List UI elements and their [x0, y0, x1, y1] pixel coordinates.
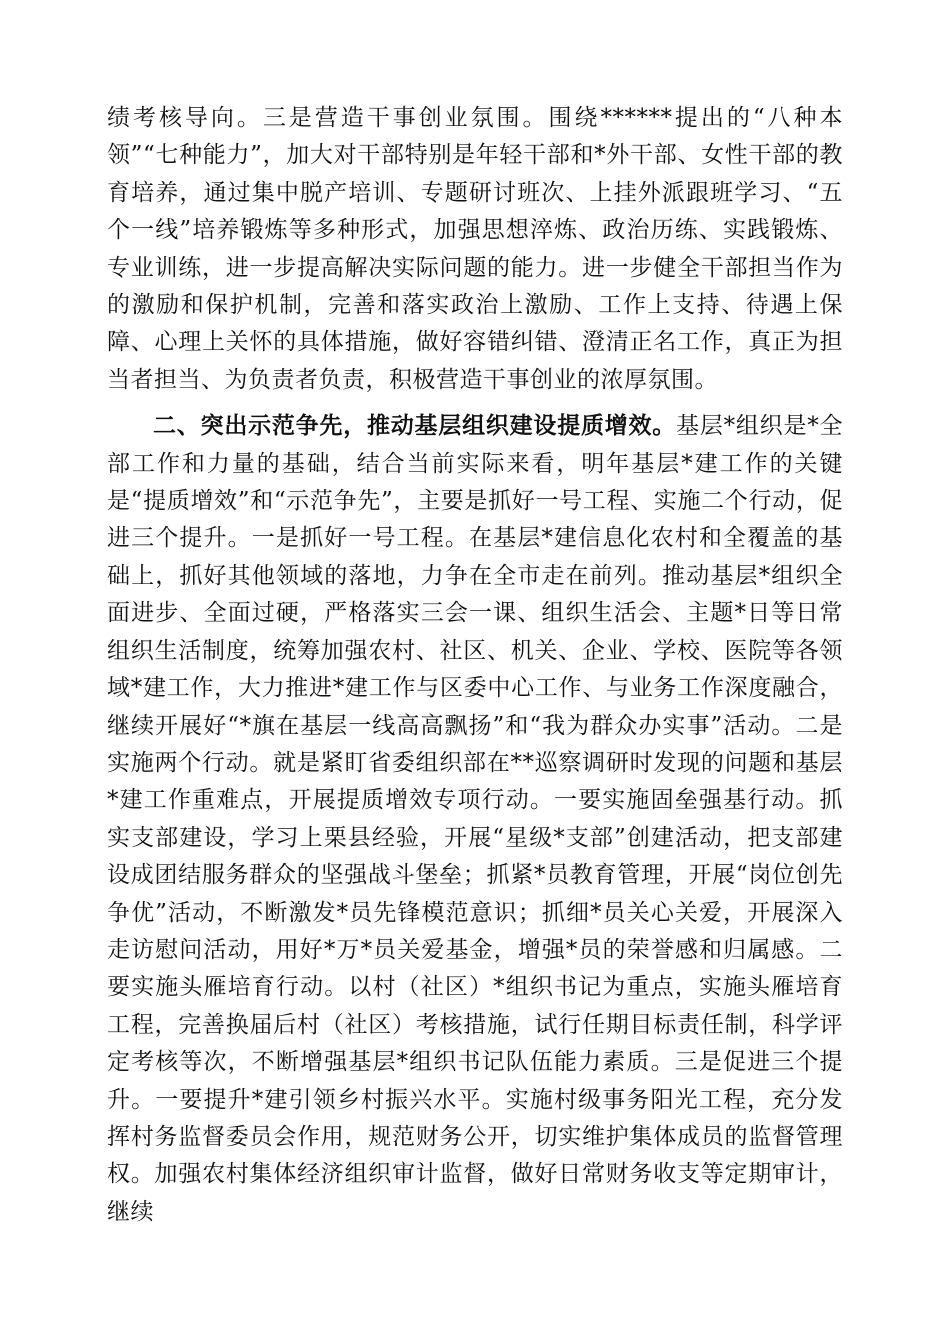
- paragraph-continuation: 绩考核导向。三是营造干事创业氛围。围绕******提出的“八种本领”“七种能力”，加大对干部特别是年轻干部和*外干部、女性干部的教育培养，通过集中脱产培训、专题研讨班次、上挂外派跟班学习、“五个一线”培养锻炼等多种形式，加强思想淬炼、政治历练、实践锻炼、专业训练，进一步提高解决实际问题的能力。进一步健全干部担当作为的激励和保护机制，完善和落实政治上激励、工作上支持、待遇上保障、心理上关怀的具体措施，做好容错纠错、澄清正名工作，真正为担当者担当、为负责者负责，积极营造干事创业的浓厚氛围。: [107, 105, 843, 393]
- section-heading: 二、突出示范争先，推动基层组织建设提质增效。: [153, 412, 677, 440]
- section-two-paragraph: [107, 407, 843, 1231]
- document-page: [107, 100, 843, 1231]
- section-body: 基层*组织是*全部工作和力量的基础，结合当前实际来看，明年基层*建工作的关键是“提质增效”和“示范争先”，主要是抓好一号工程、实施二个行动，促进三个提升。一是抓好一号工程。在基层*建信息化农村和全覆盖的基础上，抓好其他领域的落地，力争在全市走在前列。推动基层*组织全面进步、全面过硬，严格落实三会一课、组织生活会、主题*日等日常组织生活制度，统筹加强农村、社区、机关、企业、学校、医院等各领域*建工作，大力推进*建工作与区委中心工作、与业务工作深度融合，继续开展好“*旗在基层一线高高飘扬”和“我为群众办实事”活动。二是实施两个行动。就是紧盯省委组织部在**巡察调研时发现的问题和基层*建工作重难点，开展提质增效专项行动。一要实施固垒强基行动。抓实支部建设，学习上栗县经验，开展“星级*支部”创建活动，把支部建设成团结服务群众的坚强战斗堡垒；抓紧*员教育管理，开展“岗位创先争优”活动，不断激发*员先锋模范意识；抓细*员关心关爱，开展深入走访慰问活动，用好*万*员关爱基金，增强*员的荣誉感和归属感。二要实施头雁培育行动。以村（社区）*组织书记为重点，实施头雁培育工程，完善换届后村（社区）考核措施，试行任期目标责任制，科学评定考核等次，不断增强基层*组织书记队伍能力素质。三是促进三个提升。一要提升*建引领乡村振兴水平。实施村级事务阳光工程，充分发挥村务监督委员会作用，规范财务公开，切实维护集体成员的监督管理权。加强农村集体经济组织审计监督，做好日常财务收支等定期审计，继续: [107, 413, 844, 1225]
